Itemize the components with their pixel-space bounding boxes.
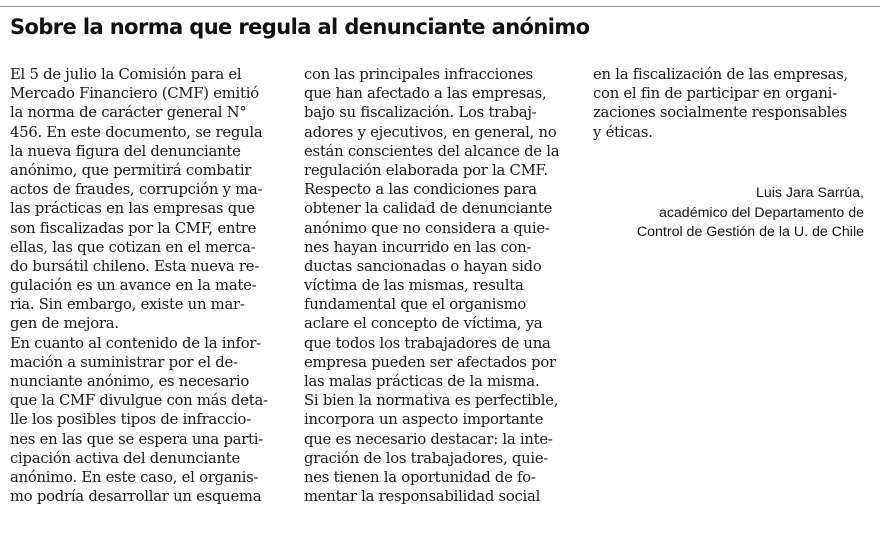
text-line: la norma de carácter general N°	[10, 104, 247, 122]
text-line: la nueva figura del denunciante	[10, 142, 241, 160]
text-line: en la fiscalización de las empresas,	[593, 66, 848, 83]
text-line: son fiscalizadas por la CMF, entre	[10, 219, 257, 237]
text-line: aclare el concepto de víctima, ya	[304, 315, 543, 333]
text-line: víctima de las mismas, resulta	[304, 277, 524, 295]
text-line: regulación elaborada por la CMF.	[304, 161, 548, 179]
text-line: ductas sancionadas o hayan sido	[304, 257, 542, 275]
text-line: que es necesario destacar: la inte-	[304, 430, 553, 448]
text-line: mo podría desarrollar un esquema	[10, 488, 262, 506]
text-line: mentar la responsabilidad social	[304, 488, 541, 506]
text-line: incorpora un aspecto importante	[304, 411, 544, 429]
text-line: con el fin de participar en organi-	[593, 85, 837, 103]
text-line: que han afectado a las empresas,	[304, 85, 547, 103]
text-line: do bursátil chileno. Esta nueva re-	[10, 257, 259, 275]
text-line: ria. Sin embargo, existe un mar-	[10, 296, 245, 314]
text-line: zaciones socialmente responsables	[593, 104, 847, 122]
text-line: gulación es un avance en la mate-	[10, 277, 257, 295]
text-line: adores y ejecutivos, en general, no	[304, 123, 557, 141]
text-line: actos de fraudes, corrupción y ma-	[10, 181, 263, 199]
text-line: Mercado Financiero (CMF) emitió	[10, 85, 259, 103]
author-name: Luis Jara Sarrúa,	[755, 185, 864, 201]
text-line: anónimo que no considera a quie-	[304, 219, 550, 237]
text-line: En cuanto al contenido de la infor-	[10, 334, 261, 352]
text-line: bajo su fiscalización. Los trabaj-	[304, 104, 537, 122]
text-line: ellas, las que cotizan en el merca-	[10, 238, 256, 256]
text-line: y éticas.	[593, 123, 653, 141]
text-line: El 5 de julio la Comisión para el	[10, 66, 242, 83]
text-line: lle los posibles tipos de infraccio-	[10, 411, 251, 429]
text-line: que todos los trabajadores de una	[304, 334, 551, 352]
text-line: 456. En este documento, se regula	[10, 123, 263, 141]
text-line: empresa pueden ser afectados por	[304, 353, 556, 371]
text-line: gen de mejora.	[10, 315, 119, 333]
top-divider	[0, 6, 880, 7]
text-line: Si bien la normativa es perfectible,	[304, 392, 559, 410]
author-affiliation: Control de Gestión de la U. de Chile	[636, 224, 864, 241]
text-line: las prácticas en las empresas que	[10, 200, 255, 218]
text-line: obtener la calidad de denunciante	[304, 200, 553, 218]
article-column-2	[304, 65, 588, 506]
text-line: nes en las que se espera una parti-	[10, 430, 263, 448]
text-line: anónimo, que permitirá combatir	[10, 161, 252, 179]
article-column-3	[593, 65, 877, 142]
text-line: están conscientes del alcance de la	[304, 142, 560, 160]
text-line: Respecto a las condiciones para	[304, 181, 537, 199]
text-line: nunciante anónimo, es necesario	[10, 373, 249, 390]
text-line: que la CMF divulgue con más deta-	[10, 392, 268, 410]
text-line: anónimo. En este caso, el organis-	[10, 468, 259, 486]
text-line: nes hayan incurrido en las con-	[304, 238, 532, 256]
author-role: académico del Departamento de	[658, 204, 864, 221]
text-line: nes tienen la oportunidad de fo-	[304, 468, 536, 486]
text-line: fundamental que el organismo	[304, 296, 527, 314]
article-column-1	[10, 65, 292, 506]
text-line: cipación activa del denunciante	[10, 449, 240, 467]
article-title: Sobre la norma que regula al denunciante anónimo	[10, 15, 590, 39]
text-line: mación a suministrar por el de-	[10, 353, 238, 371]
author-signature	[637, 184, 864, 243]
text-line: con las principales infracciones	[304, 66, 533, 83]
text-line: gración de los trabajadores, quie-	[304, 449, 549, 467]
text-line: las malas prácticas de la misma.	[304, 373, 540, 390]
